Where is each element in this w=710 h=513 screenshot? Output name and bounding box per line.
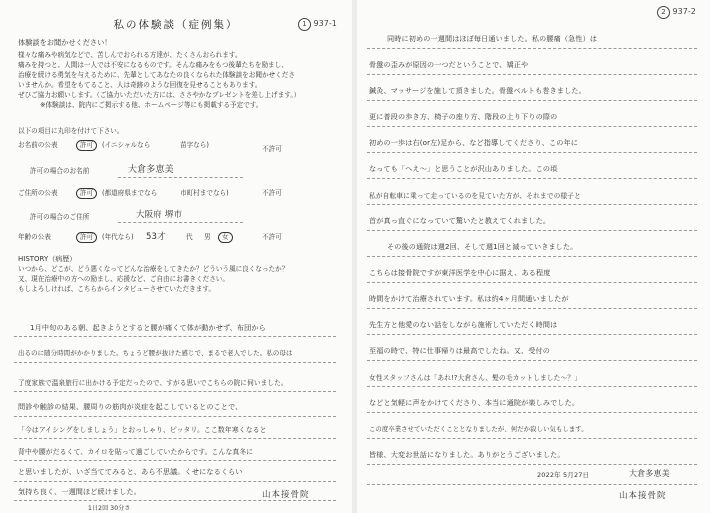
ruled-line [14,438,336,439]
name-publish-label: お名前の公表 [18,141,58,149]
page-number: 1 [298,18,311,31]
ruled-line [14,416,336,417]
intro-line: ぜひご協力お願いします。（ご協力いただいた方には、ささやかなプレゼントを差し上げます。） [18,91,301,99]
history-heading: HISTORY（病歴） [18,255,77,263]
body-line: 時間をかけて治療されています。私は約4ヶ月間通いましたが [369,294,569,303]
history-line: 又、現在治療中の方への励まし、応援など、ご自由にお書きください。 [18,275,229,283]
body-line: 至福の時で、特に仕事帰りは最高でしたね。又、受付の [369,346,550,355]
intro-line: 治療を続ける勇気を与えるために、先輩としてあなたの良くなられた体験談をお聞かせくださ [18,71,295,79]
address-underline [118,222,243,223]
body-line: 1月中旬のある朝、起きようとすると腰が痛くて体が動かせず、布団から [30,323,266,332]
intro-line: 様々な痛みや病気などで、苦しんでおられる方達が、たくさんおられます。 [18,51,242,59]
page-title: 私の体験談（症例集） [113,19,239,31]
address-city-option: 市町村までなら) [180,189,229,197]
clinic-stamp: 山本接骨院 [619,491,667,501]
footnote: 1日2回 30分さ [88,505,131,512]
body-line: 皆様、大変お世話になりました。ありがとうございました。 [369,450,565,459]
age-allow-option[interactable]: 許可 [76,232,97,243]
ruled-line [14,336,336,337]
address-deny-option: 不許可 [262,189,282,197]
check-prompt: 以下の項目に丸印を付けて下さい。 [18,127,124,135]
page-ref-code: 937-1 [313,19,337,28]
ruled-line [14,481,336,482]
ruled-line [367,360,697,361]
ruled-line [14,460,336,461]
name-allow-option[interactable]: 許可 [76,140,97,151]
body-line: 気持ち良く、一週間ほど続けました。 [18,487,142,496]
ruled-line [367,48,697,49]
body-line: 先生方と他愛のない話をしながら施術していただく時間は [369,320,558,329]
body-line: なっても「へえ〜」と思うことが沢山ありました。この頃 [369,164,558,173]
page-right [357,0,710,513]
date: 2022年 5月27日 [537,471,590,479]
body-line: 「今はアイシングをしましょう」とおっしゃり、ピッタリ。ここ数年寒くなると [18,426,267,434]
age-publish-label: 年齢の公表 [18,233,51,241]
ruled-line [14,362,336,363]
body-line: 私が自転車に乗って走っているのを見ていた方が、それまでの様子と [369,192,581,200]
body-line: 同時に初めの一週間はほぼ毎日通いました。私の腰痛（急性）は [387,34,598,43]
body-line: 骨盤の歪みが原因の一つだということで、矯正や [369,60,529,69]
body-line: こちらは接骨院ですが東洋医学を中心に据え、ある程度 [369,268,551,277]
address-allow-option[interactable]: 許可 [76,188,97,199]
address-if-allowed-label: 許可の場合のご住所 [30,213,90,221]
name-kana-option: 苗字なら) [180,141,209,149]
address-publish-label: ご住所の公表 [18,189,58,197]
ruled-line [367,230,697,231]
ruled-line [367,204,697,205]
body-line: 鍼灸、マッサージを施して頂きました。骨盤ベルトも巻きました。 [369,86,586,95]
ruled-line [367,334,697,335]
age-decade-option: (年代なら) [102,233,134,241]
ruled-line [367,282,697,283]
history-line: もしよろしければ、こちらからインタビューさせていただきます。 [18,285,216,293]
ruled-line [367,178,697,179]
name-deny-option: 不許可 [262,145,282,153]
body-line: 背中や腰がだるくて、カイロを貼って過ごしていたからです。こんな真冬に [18,448,254,456]
intro-line: ※体験談は、院内にご掲示する他、ホームページ等にも掲載する予定です。 [40,101,263,109]
name-initial-option: (イニシャルなら [102,141,151,149]
name-underline [118,177,243,178]
age-value: 53才 [146,232,166,242]
body-line: 女性スタッフさんは「あれ!?大倉さん、髪の毛カットしました〜？」 [369,374,581,382]
intro-line: 痛みを持つと、人間は一人では不安になるものです。そんな痛みをもつ後輩たちを励まし、 [18,61,288,69]
body-line: 問診や触診の結果、腰周りの筋肉が炎症を起こしているとのことで、 [18,402,243,411]
name-if-allowed-label: 許可の場合のお名前 [30,167,90,175]
gender-female[interactable]: 女 [218,232,233,243]
age-deny-option: 不許可 [262,233,282,241]
name-value: 大倉多恵美 [128,165,174,175]
signature: 大倉多恵美 [629,469,670,478]
page-left [0,0,352,513]
body-line: などと気軽に声をかけてくださり、本当に通院が楽しみでした。 [369,398,580,407]
page-number: 2 [657,6,670,19]
ruled-line [367,438,697,439]
ruled-line [367,412,697,413]
clinic-stamp: 山本接骨院 [262,490,310,500]
body-line: 了度家族で温泉旅行に出かける予定だったので、すがる思いでこちらの院に伺いました。 [18,379,288,387]
body-line: 首が真っ直ぐになっていて驚いたと教えてくれました。 [369,216,551,225]
ruled-line [14,391,336,392]
page-ref-code: 937-2 [672,7,696,16]
ruled-line [367,464,697,465]
ruled-line [367,152,697,153]
body-line: この度卒業させていただくこととなりましたが、何だか寂しい気もします。 [369,426,588,433]
history-line: いつから、どこが、どう悪くなってどんな治療をしてきたか？どういう風に良くなったか？ [18,265,289,273]
body-line: その後の通院は週2回、そして週1回と減っていきました。 [387,242,578,251]
intro-line: いませんか。希望をもてること、人は奇跡のような回復を見せることもあります。 [18,81,262,89]
gender-male: 男 [204,233,211,241]
ruled-line [367,308,697,309]
body-line: と思いましたが、いざ当ててみると、あら不思議。くせになるくらい [18,467,243,476]
address-pref-option: (都道府県までなら [102,189,158,197]
body-line: 初めの一歩は右(or左)足から、など指導してくださり、この年に [369,138,578,147]
age-decade-label: 代 [186,233,193,241]
address-value: 大阪府 堺市 [136,210,183,220]
ruled-line [367,484,697,485]
body-line: 出るのに随分時間がかかりました。ちょうど腰が抜けた感じで、まるで老人でした。私の母は [18,349,293,357]
ruled-line [367,126,697,127]
ruled-line [367,74,697,75]
page-ref [657,6,696,19]
ruled-line [367,256,697,257]
intro-heading: 体験談をお聞かせください！ [18,38,112,47]
ruled-line [14,500,336,501]
ruled-line [367,386,697,387]
ruled-line [367,100,697,101]
body-line: 更に普段の歩き方、椅子の座り方、階段の上り下りの際の [369,112,558,121]
